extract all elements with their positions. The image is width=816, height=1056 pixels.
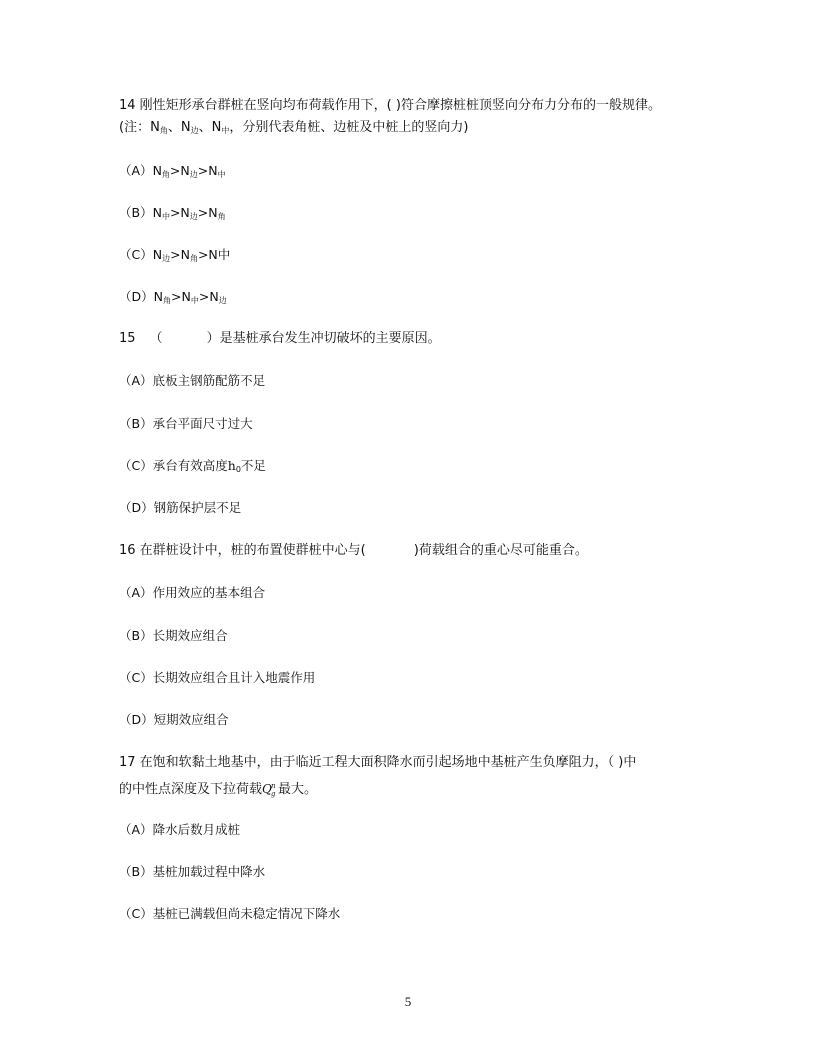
q15-option-d[interactable]	[119, 499, 241, 517]
q14-option-a[interactable]	[119, 162, 226, 184]
sep: 、	[198, 120, 212, 135]
sep: 、	[167, 120, 181, 135]
option-text: 长期效应组合	[152, 628, 228, 643]
q15-option-a[interactable]	[119, 372, 265, 390]
n-symbol: N	[211, 120, 222, 135]
gt: >	[198, 289, 210, 304]
q16-option-d[interactable]	[119, 711, 229, 729]
question-number: 15	[119, 331, 136, 346]
gt: >	[197, 163, 209, 178]
term-sub: 角	[217, 212, 226, 221]
note-tail: ，分别代表角桩、边桩及中桩上的竖向力)	[229, 120, 469, 135]
gt: >	[169, 163, 181, 178]
n-symbol: N	[150, 120, 160, 135]
term: N	[181, 289, 191, 304]
option-label: （C）	[119, 906, 153, 921]
option-label: （D）	[119, 712, 154, 727]
gt: >	[197, 247, 209, 262]
term-sub: 边	[218, 296, 227, 305]
gt: >	[169, 205, 181, 220]
q-sub: g	[271, 790, 276, 798]
option-text: 基桩加载过程中降水	[152, 864, 266, 879]
q-sup: n	[271, 782, 276, 790]
stem-tail: ）是基桩承台发生冲切破坏的主要原因。	[206, 331, 441, 346]
q17-stem-line1: 17 在饱和软黏土地基中，由于临近工程大面积降水而引起场地中基桩产生负摩阻力，（ )中	[119, 755, 637, 770]
stem-tail: )荷载组合的重心尽可能重合。	[413, 543, 588, 558]
q16-option-c[interactable]	[119, 669, 315, 687]
note-open: (注：	[119, 120, 151, 135]
option-text: 承台有效高度	[152, 458, 228, 473]
q14-option-b[interactable]	[119, 204, 226, 226]
q-letter: Q	[262, 782, 272, 796]
term: N	[180, 247, 190, 262]
option-label: （C）	[119, 247, 153, 262]
q17-option-c[interactable]	[119, 905, 340, 923]
option-label: （D）	[119, 289, 154, 304]
option-text: 钢筋保护层不足	[153, 500, 242, 515]
h-sub: 0	[235, 465, 241, 474]
term: N	[152, 205, 162, 220]
term: N	[180, 163, 190, 178]
option-label: （B）	[119, 864, 153, 879]
option-label: （C）	[119, 458, 153, 473]
term-sub: 边	[189, 212, 198, 221]
option-label: （B）	[119, 205, 153, 220]
term: N中	[208, 247, 231, 262]
q17-stem-line2	[119, 780, 317, 799]
term: N	[208, 163, 218, 178]
option-text: 短期效应组合	[153, 712, 229, 727]
term: N	[208, 205, 218, 220]
q15-stem	[119, 330, 441, 348]
paren-open: （	[149, 331, 163, 346]
gt: >	[171, 289, 182, 304]
term: N	[209, 289, 219, 304]
option-label: （C）	[119, 670, 153, 685]
term: N	[152, 163, 162, 178]
h-symbol: h	[227, 458, 236, 473]
q16-option-b[interactable]	[119, 627, 228, 645]
term-sub: 边	[162, 254, 171, 263]
option-text: 基桩已满载但尚未稳定情况下降水	[152, 906, 341, 921]
term: N	[152, 247, 163, 262]
q14-stem: 14 刚性矩形承台群桩在竖向均布荷载作用下，( )符合摩擦桩桩顶竖向分布力分布的一般规律。	[119, 98, 661, 113]
q17-option-b[interactable]	[119, 863, 265, 881]
term: N	[153, 289, 163, 304]
stem-text: 的中性点深度及下拉荷载	[119, 782, 263, 797]
term-sub: 中	[217, 170, 226, 179]
q14-option-d[interactable]	[119, 288, 227, 310]
q16-option-a[interactable]	[119, 584, 265, 602]
term-sub: 中	[161, 212, 170, 221]
q15-option-c[interactable]	[119, 457, 266, 479]
term-sub: 角	[161, 170, 170, 179]
option-tail: 不足	[240, 458, 266, 473]
q16-stem	[119, 542, 588, 560]
page-number: 5	[404, 994, 412, 1009]
term-sub: 角	[163, 296, 171, 305]
option-label: （B）	[119, 628, 153, 643]
option-text: 底板主钢筋配筋不足	[152, 373, 266, 388]
n-symbol: N	[180, 120, 191, 135]
option-text: 降水后数月成桩	[152, 822, 241, 837]
q14-note	[119, 119, 468, 140]
gt: >	[197, 205, 209, 220]
term: N	[180, 205, 190, 220]
option-label: （D）	[119, 500, 154, 515]
option-text: 作用效应的基本组合	[152, 585, 266, 600]
sub-jiao: 角	[159, 126, 168, 135]
q-symbol	[262, 780, 278, 798]
sub-zhong: 中	[221, 126, 230, 135]
option-text: 承台平面尺寸过大	[152, 416, 253, 431]
term-sub: 边	[189, 170, 198, 179]
option-label: （B）	[119, 416, 153, 431]
stem-head: 16 在群桩设计中，桩的布置使群桩中心与(	[119, 543, 366, 558]
option-label: （A）	[119, 163, 153, 178]
term-sub: 中	[190, 296, 199, 305]
q17-option-a[interactable]	[119, 821, 240, 839]
gt: >	[170, 247, 181, 262]
option-label: （A）	[119, 585, 153, 600]
q15-option-b[interactable]	[119, 415, 253, 433]
term-sub: 角	[189, 254, 198, 263]
option-label: （A）	[119, 822, 153, 837]
stem-tail: 最大。	[278, 782, 318, 797]
option-label: （A）	[119, 373, 153, 388]
option-text: 长期效应组合且计入地震作用	[152, 670, 316, 685]
q14-option-c[interactable]	[119, 246, 230, 268]
sub-bian: 边	[190, 126, 199, 135]
